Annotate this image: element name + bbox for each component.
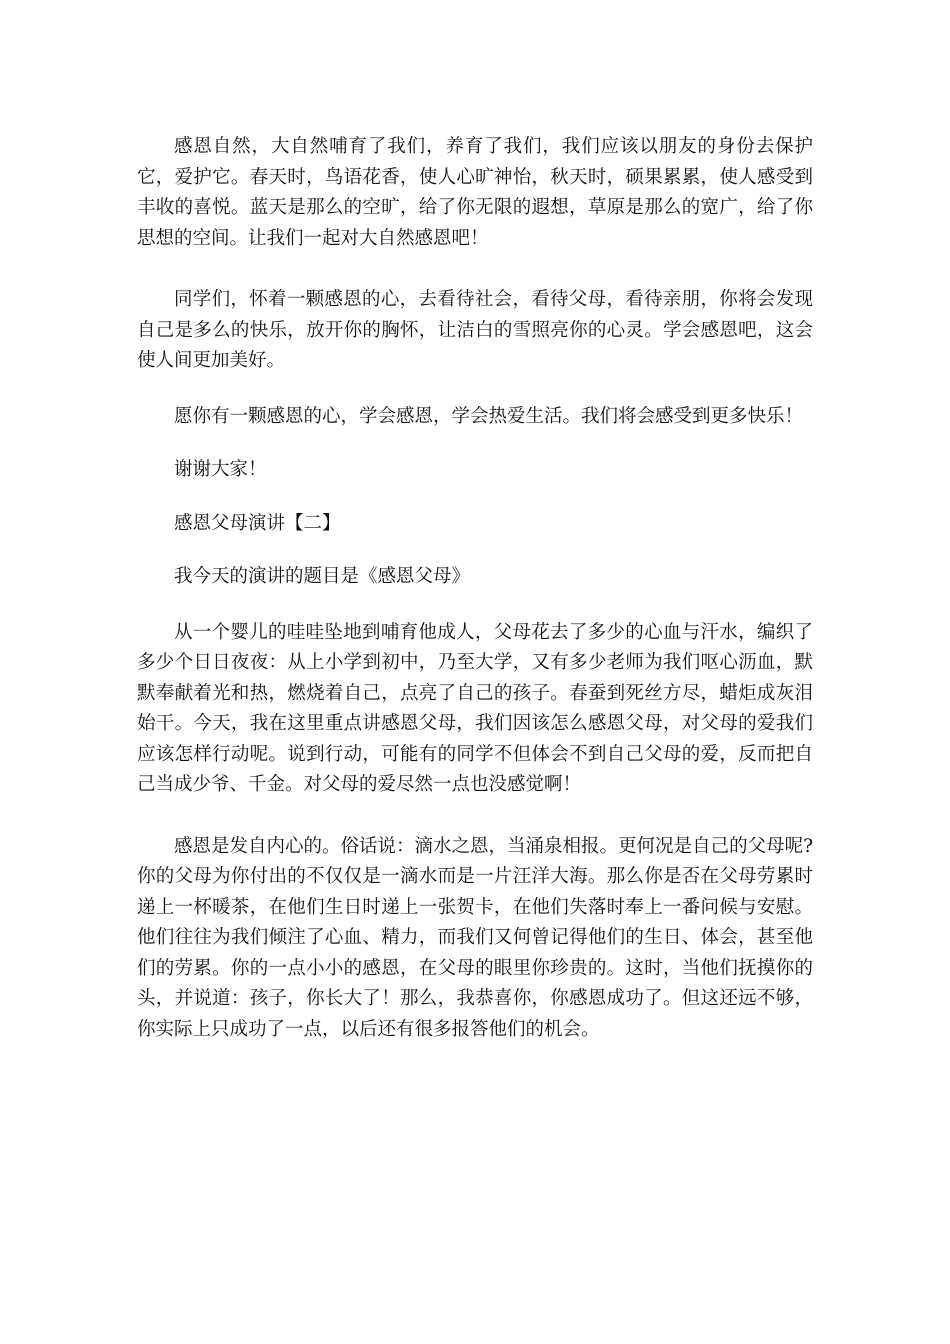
document-page xyxy=(137,132,813,1045)
paragraph-gratitude-nature: 感恩自然，大自然哺育了我们，养育了我们，我们应该以朋友的身份去保护它，爱护它。春天时，鸟语花香，使人心旷神怡，秋天时，硕果累累，使人感受到丰收的喜悦。蓝天是那么的空旷，给了你无限的遐想，草原是那么的宽广，给了你思想的空间。让我们一起对大自然感恩吧！ xyxy=(137,136,813,249)
paragraph-wish: 愿你有一颗感恩的心，学会感恩，学会热爱生活。我们将会感受到更多快乐！ xyxy=(174,405,804,427)
section-heading: 感恩父母演讲【二】 xyxy=(174,512,341,534)
paragraph-parents-effort: 从一个婴儿的哇哇坠地到哺育他成人，父母花去了多少的心血与汗水，编织了多少个日日夜夜：从上小学到初中，乃至大学，又有多少老师为我们呕心沥血，默默奉献着光和热，燃烧着自己，点亮了自己的孩子。春蚕到死丝方尽，蜡炬成灰泪始干。今天，我在这里重点讲感恩父母，我们因该怎么感恩父母，对父母的爱我们应该怎样行动呢。说到行动，可能有的同学不但体会不到自己父母的爱，反而把自己当成少爷、千金。对父母的爱尽然一点也没感觉啊！ xyxy=(137,621,813,795)
speech-topic: 我今天的演讲的题目是《感恩父母》 xyxy=(174,566,471,587)
paragraph-gratitude-from-heart: 感恩是发自内心的。俗话说：滴水之恩，当涌泉相报。更何况是自己的父母呢?你的父母为你付出的不仅仅是一滴水而是一片汪洋大海。那么你是否在父母劳累时递上一杯暖茶，在他们生日时递上一张贺卡，在他们失落时奉上一番问候与安慰。他们往往为我们倾注了心血、精力，而我们又何曾记得他们的生日、体会，甚至他们的劳累。你的一点小小的感恩，在父母的眼里你珍贵的。这时，当他们抚摸你的头，并说道：孩子，你长大了！那么，我恭喜你，你感恩成功了。但这还远不够，你实际上只成功了一点，以后还有很多报答他们的机会。 xyxy=(137,835,813,1040)
paragraph-thanks: 谢谢大家！ xyxy=(174,459,267,480)
paragraph-gratitude-heart: 同学们，怀着一颗感恩的心，去看待社会，看待父母，看待亲朋，你将会发现自己是多么的快乐，放开你的胸怀，让洁白的雪照亮你的心灵。学会感恩吧，这会使人间更加美好。 xyxy=(137,289,813,371)
